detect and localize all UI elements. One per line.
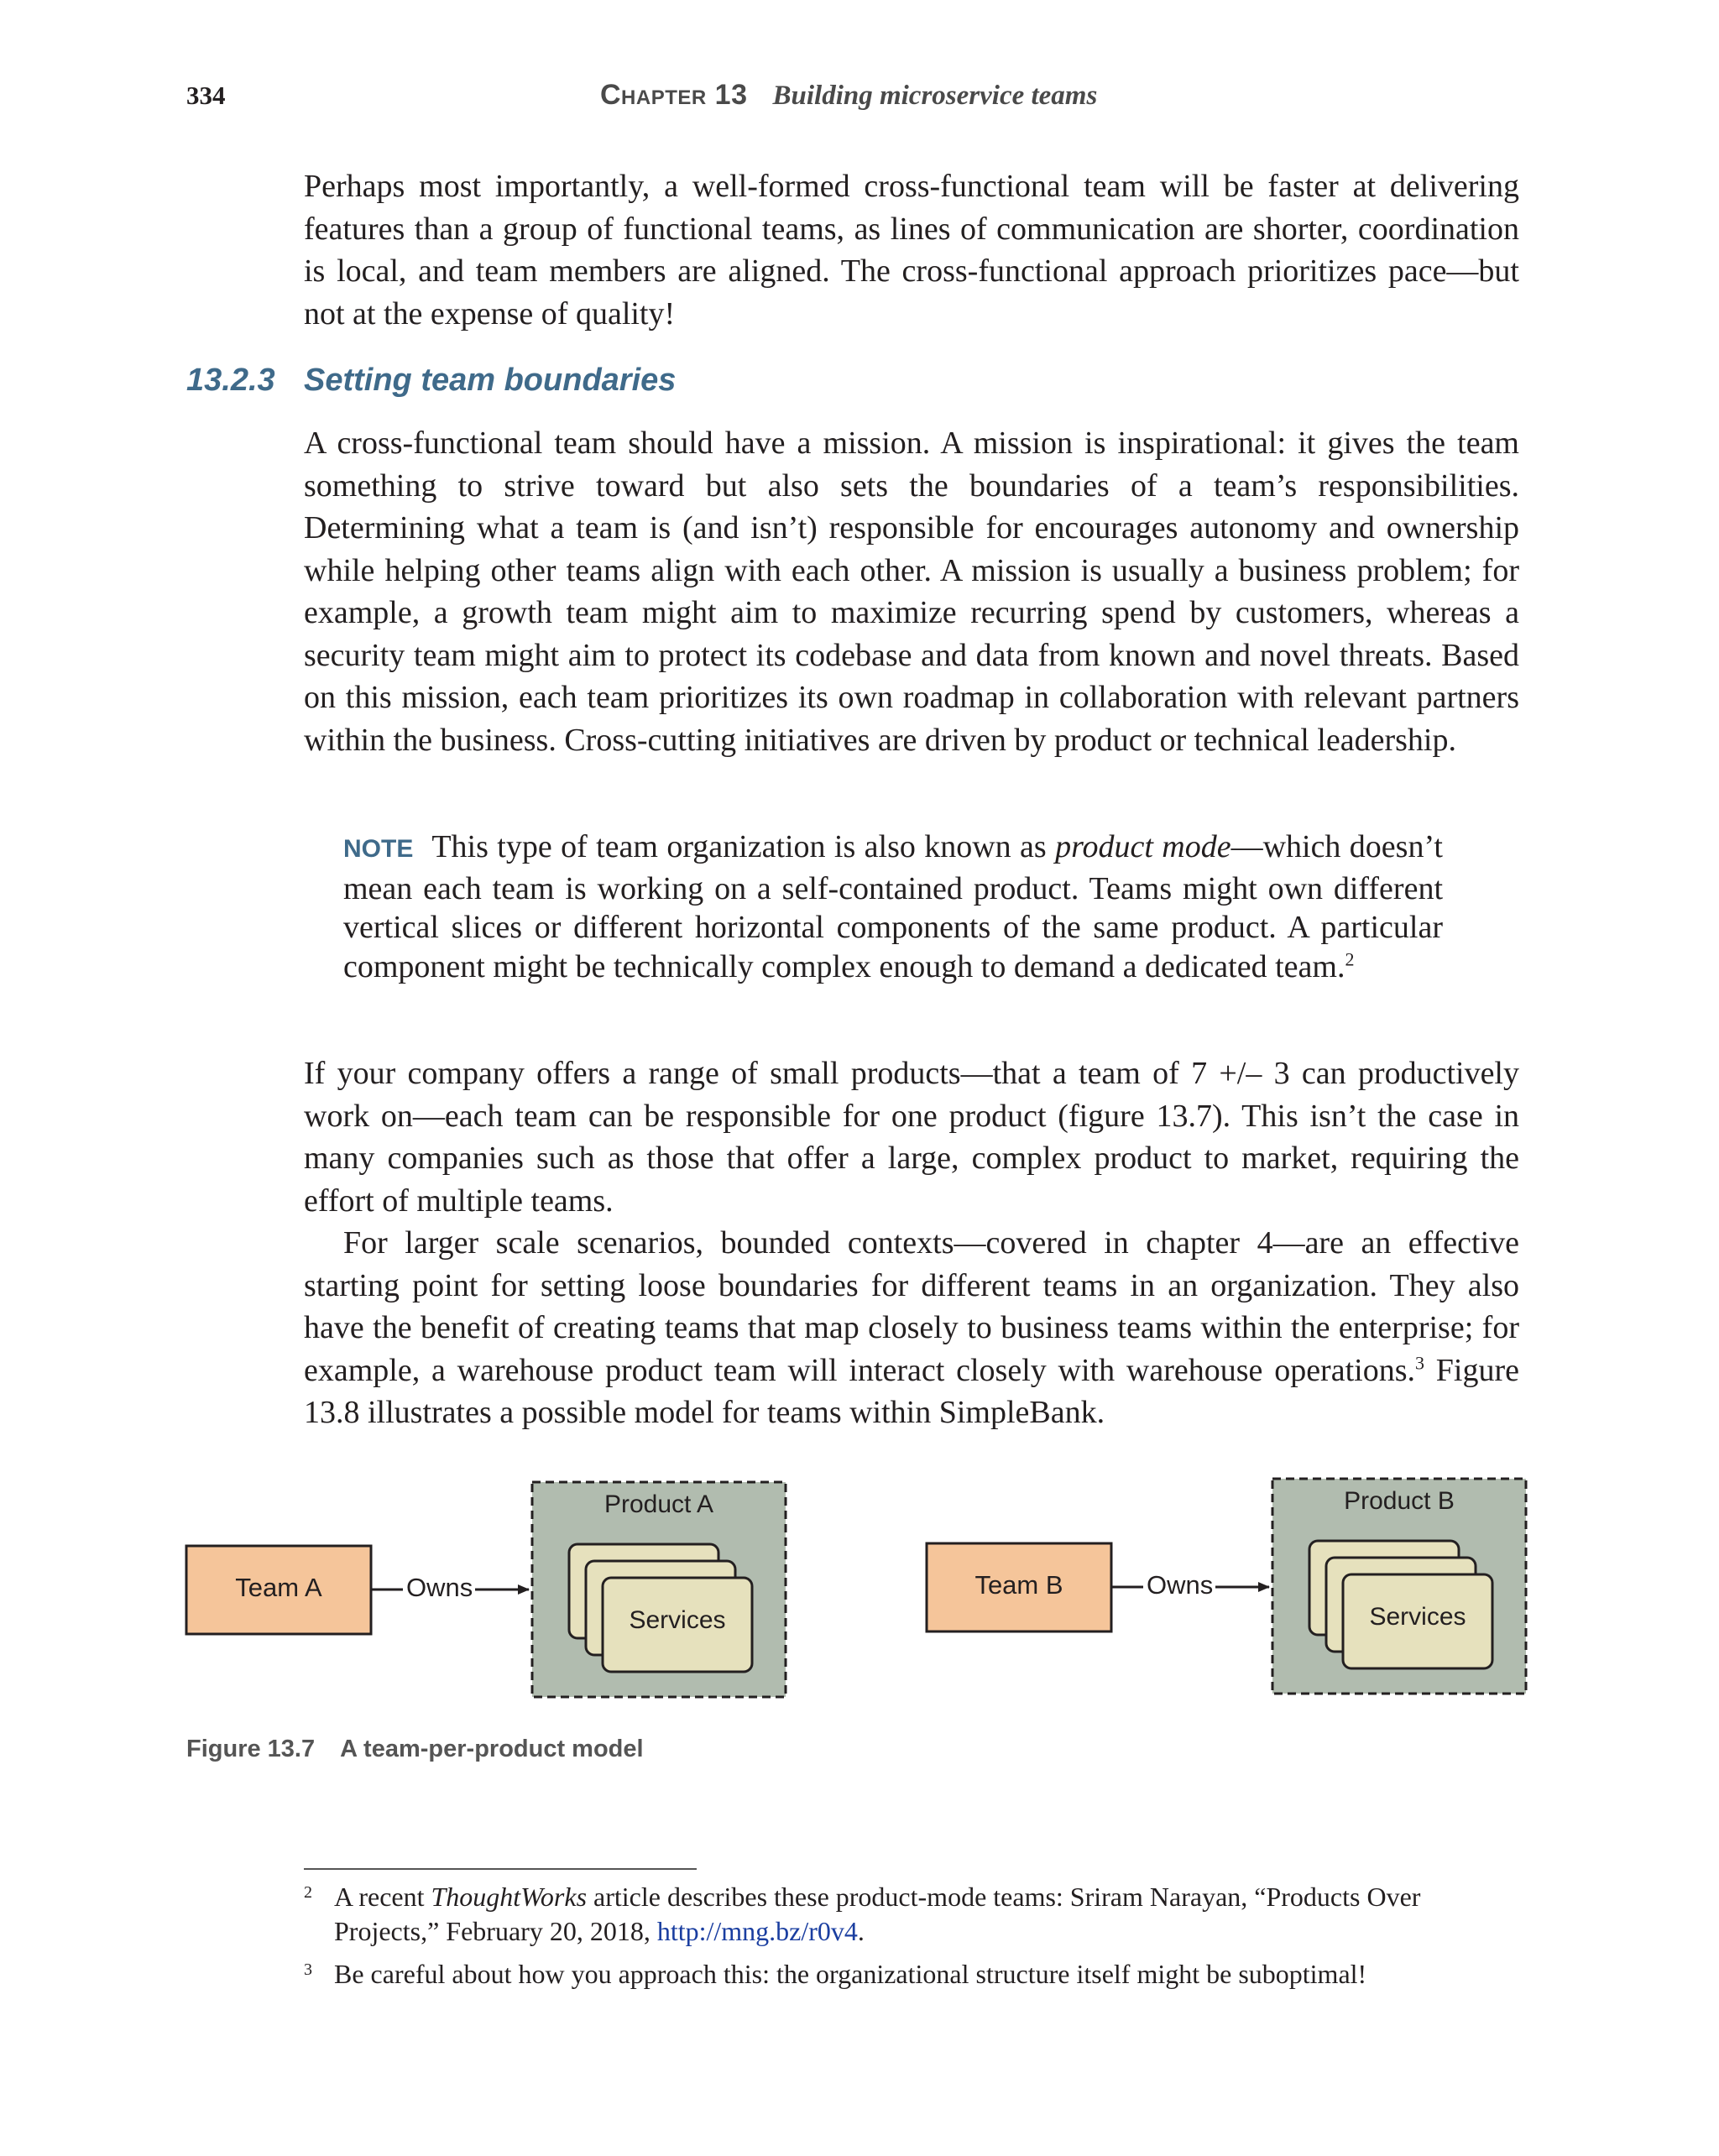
footnote-link[interactable]: http://mng.bz/r0v4 bbox=[656, 1916, 858, 1946]
footnote-divider bbox=[304, 1868, 697, 1870]
paragraph-text: For larger scale scenarios, bounded contexts—covered in chapter 4—are an effective starting point for setting loose boundaries for different teams in an organization. They also have the benefit of creating teams that map closely to business teams within the enterprise; for example, a warehouse product team will interact closely with warehouse operations. bbox=[304, 1225, 1519, 1388]
note-label: NOTE bbox=[343, 835, 414, 863]
page-number: 334 bbox=[186, 81, 226, 110]
note-emphasis: product mode bbox=[1055, 829, 1231, 864]
footnote-marker: 3 bbox=[304, 1960, 312, 1979]
chapter-label: Chapter 13 bbox=[600, 79, 748, 111]
section-title: Setting team boundaries bbox=[304, 363, 677, 398]
paragraph-block-1 bbox=[304, 165, 1519, 335]
footnote-emphasis: ThoughtWorks bbox=[431, 1882, 588, 1912]
figure-title: A team-per-product model bbox=[340, 1736, 644, 1762]
footnote-ref[interactable]: 3 bbox=[1414, 1351, 1424, 1373]
footnote-text: article describes these product-mode teams: Sriram Narayan, “Products Over Projects,” February 20, 2018, bbox=[334, 1882, 1421, 1946]
paragraph-block-2 bbox=[304, 422, 1519, 761]
team-a-label: Team A bbox=[235, 1573, 322, 1603]
section-heading bbox=[186, 363, 676, 399]
note-block bbox=[343, 827, 1443, 986]
diagram-group-b bbox=[927, 1479, 1526, 1694]
team-b-label: Team B bbox=[974, 1570, 1063, 1600]
services-b-label: Services bbox=[1369, 1602, 1466, 1631]
paragraph: If your company offers a range of small products—that a team of 7 +/– 3 can productively work on—each team can be responsible for one product (figure 13.7). This isn’t the case in many companies such as those that offer a large, complex product to market, requiring the effort of multiple teams. bbox=[304, 1056, 1519, 1219]
owns-b-label: Owns bbox=[1147, 1570, 1214, 1600]
product-b-label: Product B bbox=[1344, 1486, 1455, 1515]
footnote-2 bbox=[304, 1880, 1529, 1949]
chapter-title: Building microservice teams bbox=[772, 81, 1098, 111]
team-per-product-diagram bbox=[0, 1460, 1719, 1712]
footnote-marker: 2 bbox=[304, 1883, 312, 1902]
paragraph: A cross-functional team should have a mission. A mission is inspirational: it gives the team something to strive toward but also sets the boundaries of a team’s responsibilities. Determining what a team is (and isn’t) responsible for encourages autonomy and ownership while helping other teams align with each other. A mission is usually a business problem; for example, a growth team might aim to maximize recurring spend by customers, whereas a security team might aim to protect its codebase and data from known and novel threats. Based on this mission, each team prioritizes its own roadmap in collaboration with relevant partners within the business. Cross-cutting initiatives are driven by product or technical leadership. bbox=[304, 425, 1519, 758]
section-number: 13.2.3 bbox=[186, 363, 275, 398]
footnote-text: A recent bbox=[334, 1882, 431, 1912]
services-a-label: Services bbox=[629, 1605, 726, 1634]
footnote-text: Be careful about how you approach this: the organizational structure itself might be suboptimal! bbox=[334, 1959, 1367, 1989]
paragraph: Perhaps most importantly, a well-formed cross-functional team will be faster at delivering features than a group of functional teams, as lines of communication are shorter, coordination is local, and team members are aligned. The cross-functional approach prioritizes pace—but not at the expense of quality! bbox=[304, 169, 1519, 331]
figure-number: Figure 13.7 bbox=[186, 1736, 316, 1762]
running-head bbox=[600, 79, 1097, 112]
paragraph-text: Figure 13.8 illustrates a possible model for teams within SimpleBank. bbox=[304, 1352, 1519, 1430]
footnote-ref[interactable]: 2 bbox=[1345, 947, 1355, 969]
diagram-group-a bbox=[186, 1482, 786, 1697]
paragraph-block-3 bbox=[304, 1052, 1519, 1434]
running-header bbox=[0, 81, 1719, 123]
note-text: —which doesn’t mean each team is working on a self-contained product. Teams might own different vertical slices or different horizontal components of the same product. A particular component might be technically complex enough to demand a dedicated team. bbox=[343, 829, 1443, 984]
figure-caption bbox=[186, 1736, 644, 1763]
footnote-3 bbox=[304, 1957, 1529, 1992]
note-text: This type of team organization is also known as bbox=[431, 829, 1056, 864]
owns-a-label: Owns bbox=[406, 1573, 473, 1603]
paragraph bbox=[304, 1222, 1519, 1434]
footnotes bbox=[304, 1880, 1529, 2000]
figure-13-7 bbox=[0, 1460, 1719, 1712]
product-a-label: Product A bbox=[603, 1490, 714, 1518]
footnote-text: . bbox=[857, 1916, 865, 1946]
